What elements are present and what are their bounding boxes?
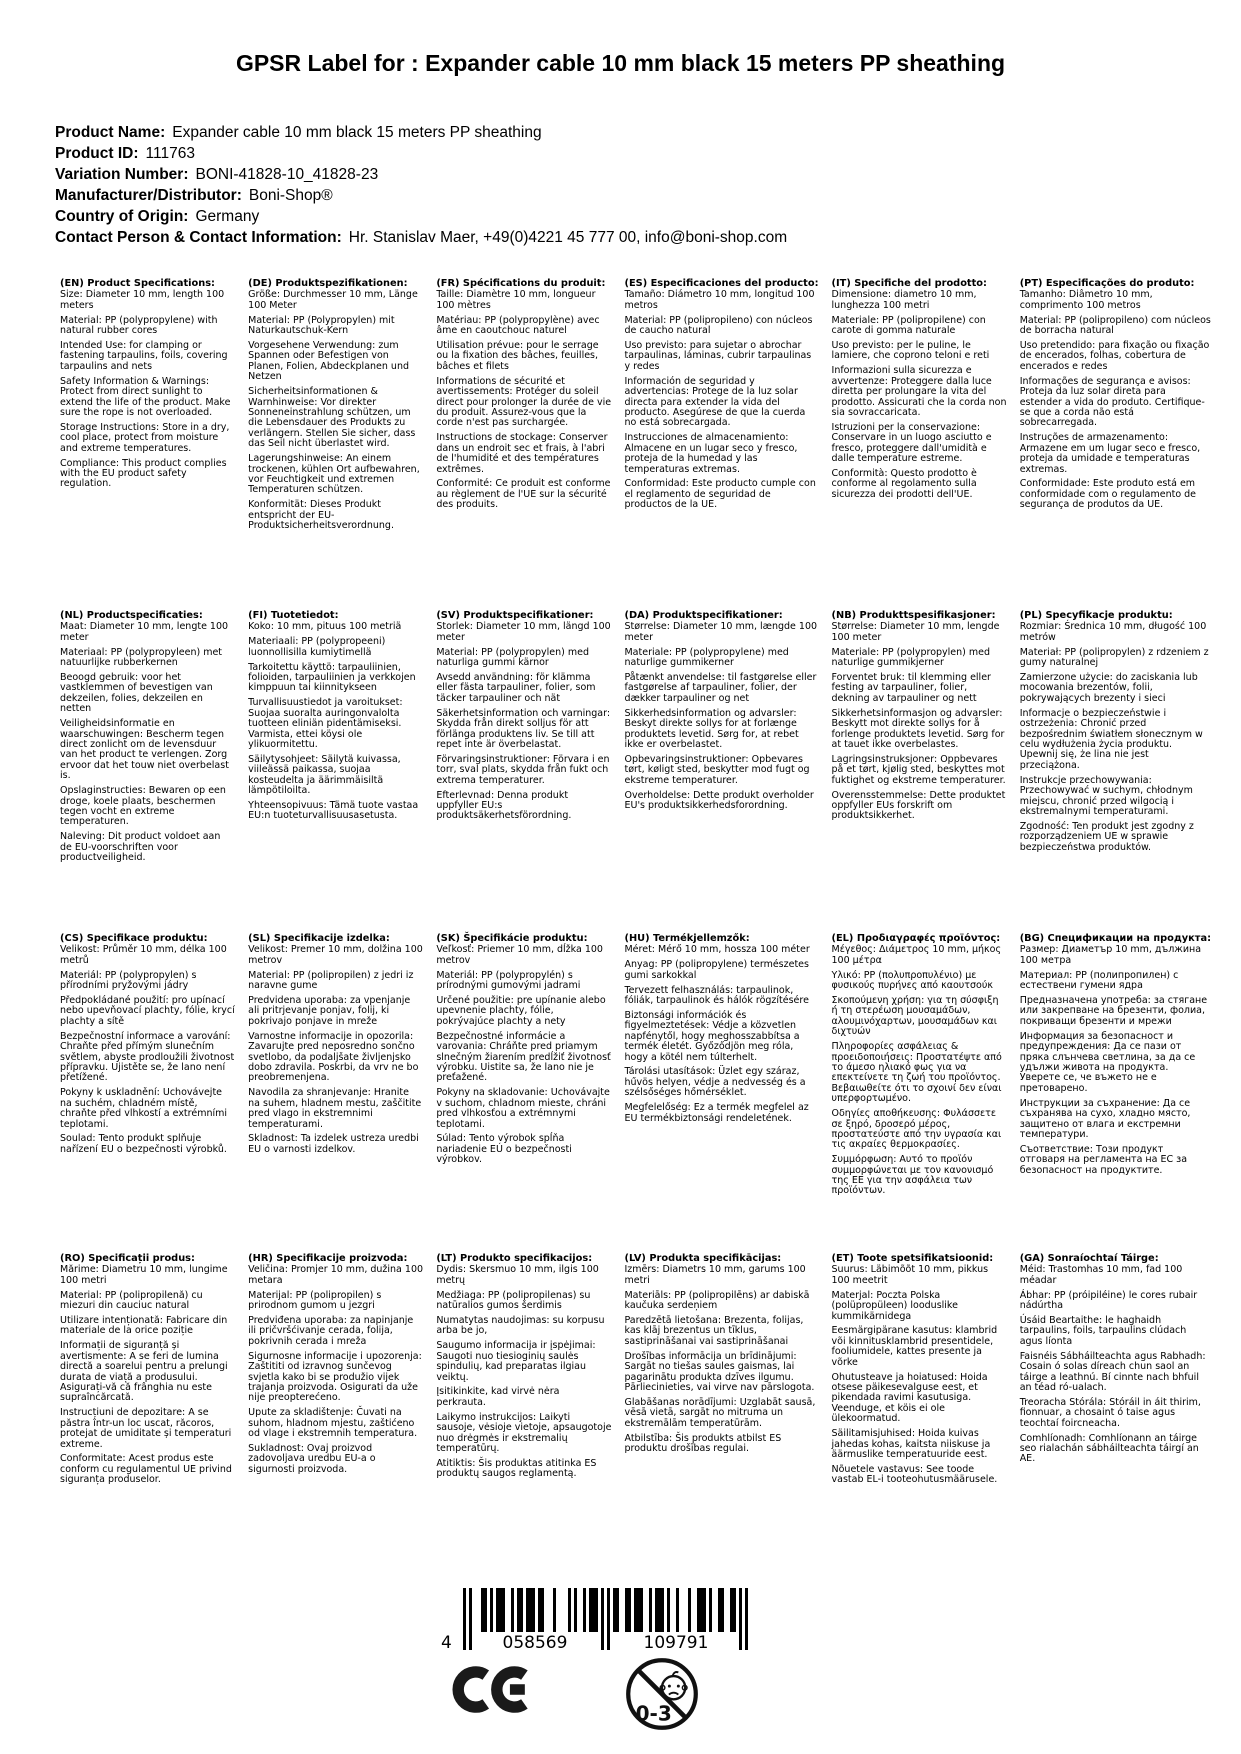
lang-block-lv <box>624 1254 818 1490</box>
lang-block-paragraph: Información de seguridad y advertencias: Protege de la luz solar directa para extender la vida del producto. Asegúrese de que la cuerda no está sobrecargada. <box>624 375 806 429</box>
ce-mark-icon <box>452 1663 538 1720</box>
lang-block-paragraph: Predviđena uporaba: za napinjanje ili pričvršćivanje cerada, folija, pokrivnih cerada i mreža <box>248 1315 414 1347</box>
lang-block-paragraph: Material: PP (polipropilenă) cu miezuri din cauciuc natural <box>60 1289 203 1312</box>
lang-block-paragraph: Upute za skladištenje: Čuvati na suhom, hladnom mjestu, zaštićeno od vlage i ekstremnih temperatura. <box>248 1407 418 1440</box>
barcode-bar <box>676 1588 679 1632</box>
lang-block-paragraph: Úsáid Beartaithe: le haghaidh tarpaulins, foils, tarpaulins clúdach agus líonta <box>1019 1315 1187 1347</box>
lang-block-paragraph: Säkerhetsinformation och varningar: Skydda från direkt solljus för att förlänga produktens liv. Se till att repet inte är överbelastat. <box>436 707 611 750</box>
lang-block-heading: (HU) Termékjellemzők: <box>624 933 750 944</box>
lang-block-heading: (SV) Produktspecifikationer: <box>436 610 594 621</box>
lang-block-paragraph: Anyag: PP (polipropylene) természetes gumi sarkokkal <box>624 959 809 981</box>
barcode-bar <box>730 1588 733 1632</box>
lang-block-pt <box>1020 279 1211 611</box>
barcode-bar <box>667 1588 670 1632</box>
lang-block-heading: (LT) Produkto specifikacijos: <box>436 1253 593 1264</box>
barcode-bar <box>511 1588 514 1632</box>
lang-block-paragraph: Faisnéis Sábháilteachta agus Rabhadh: Cosain ó solas díreach chun saol an táirge a leathnú. Bí cinnte nach bhfuil an téad ró-ualach. <box>1019 1350 1206 1393</box>
lang-block-paragraph: Numatytas naudojimas: su korpusu arba be jo, <box>436 1315 605 1337</box>
lang-block-paragraph: Naleving: Dit product voldoet aan de EU-voorschriften voor productveiligheid. <box>60 831 221 864</box>
lang-block-paragraph: Instrucciones de almacenamiento: Almacene en un lugar seco y fresco, proteja de la humedad y las temperaturas extremas. <box>624 432 798 475</box>
lang-block-paragraph: Material: PP (Polypropylen) mit Naturkautschuk-Kern <box>248 314 395 337</box>
product-info-row <box>55 143 1201 164</box>
lang-block-heading: (DE) Produktspezifikationen: <box>248 278 408 289</box>
product-info-row <box>55 164 1201 185</box>
lang-block-paragraph: Conformité: Ce produit est conforme au règlement de l'UE sur la sécurité des produits. <box>436 478 611 511</box>
lang-block-paragraph: Yhteensopivuus: Tämä tuote vastaa EU:n tuoteturvallisuusasetusta. <box>248 800 419 822</box>
lang-block-paragraph: Materiale: PP (polypropylen) med naturlige gummikjerner <box>831 646 991 669</box>
lang-block-paragraph: Οδηγίες αποθήκευσης: Φυλάσσετε σε ξηρό, δροσερό μέρος, προστατεύστε από την υγρασία και τις ακραίες θερμοκρασίες. <box>831 1108 1002 1151</box>
lang-block-paragraph: Materiál: PP (polypropylen) s přírodními pryžovými jádry <box>60 969 197 992</box>
barcode-bar <box>703 1588 706 1632</box>
lang-block-paragraph: Informații de siguranță și avertismente: A se feri de lumina directă a soarelui pentru a prelungi durata de viață a produsului. Asigurați-vă că frânghia nu este supraîncărcată. <box>60 1340 228 1404</box>
lang-block-paragraph: Súlad: Tento výrobok spĺňa nariadenie EÚ o bezpečnosti výrobkov. <box>436 1133 572 1166</box>
lang-block-heading: (LV) Produkta specifikācijas: <box>624 1253 782 1264</box>
lang-block-lt <box>436 1254 611 1490</box>
lang-block-paragraph: Koko: 10 mm, pituus 100 metriä <box>248 621 402 633</box>
lang-block-paragraph: Υλικό: PP (πολυπροπυλένιο) με φυσικούς πυρήνες από καουτσούκ <box>831 969 993 992</box>
barcode-bar <box>499 1588 502 1632</box>
lang-block-paragraph: Tamaño: Diámetro 10 mm, longitud 100 metros <box>624 289 815 311</box>
lang-block-paragraph: Suurus: Läbimõõt 10 mm, pikkus 100 meetrit <box>831 1264 989 1286</box>
lang-block-heading: (EN) Product Specifications: <box>60 278 215 289</box>
barcode-bar <box>538 1588 541 1632</box>
lang-block-paragraph: Påtænkt anvendelse: til fastgørelse eller fastgørelse af tarpauliner, folier, der dækker tarpauliner og net <box>624 672 817 704</box>
lang-block-paragraph: Informations de sécurité et avertissements: Protéger du soleil direct pour prolonger la durée de vie du produit. Assurez-vous que la corde n'est pas surchargée. <box>436 375 612 429</box>
barcode-bar <box>517 1588 520 1632</box>
lang-block-bg <box>1020 934 1211 1254</box>
lang-block-paragraph: Συμμόρφωση: Αυτό το προϊόν συμμορφώνεται με τον κανονισμό της ΕΕ για την ασφάλεια των προϊόντων. <box>831 1154 994 1197</box>
lang-block-paragraph: Informazioni sulla sicurezza e avvertenze: Proteggere dalla luce diretta per prolungare la vita del prodotto. Assicurati che la corda non sia sovraccaricata. <box>831 365 1007 418</box>
lang-block-paragraph: Størrelse: Diameter 10 mm, længde 100 meter <box>624 621 818 643</box>
lang-block-heading: (HR) Specifikacije proizvoda: <box>248 1253 408 1264</box>
lang-block-paragraph: Conformitate: Acest produs este conform cu regulamentul UE privind siguranța produselor. <box>60 1453 232 1486</box>
lang-block-paragraph: Material: PP (polypropylen) med naturliga gummi kärnor <box>436 646 589 669</box>
lang-block-paragraph: Veiligheidsinformatie en waarschuwingen: Bescherm tegen direct zonlicht om de levensduur van het product te verlengen. Zorg ervoor dat het touw niet overbelast is. <box>60 718 229 782</box>
lang-block-paragraph: Lagerungshinweise: An einem trockenen, kühlen Ort aufbewahren, vor Feuchtigkeit und extremen Temperaturen schützen. <box>248 453 420 496</box>
barcode-bar <box>613 1588 616 1632</box>
lang-block-paragraph: Įsitikinkite, kad virvė nėra perkrauta. <box>436 1386 560 1408</box>
lang-block-paragraph: Material: PP (polipropileno) com núcleos de borracha natural <box>1019 314 1211 337</box>
barcode-bar <box>745 1588 748 1650</box>
barcode-bar <box>592 1588 595 1632</box>
lang-block-paragraph: Nõuetele vastavus: See toode vastab EL-i tooteohutusmäärusele. <box>831 1463 998 1486</box>
product-info-label: Variation Number: <box>55 166 189 183</box>
lang-block-paragraph: Съответствие: Този продукт отговаря на регламента на ЕС за безопасност на продуктите. <box>1019 1143 1188 1176</box>
lang-block-paragraph: Materiaali: PP (polypropeeni) luonnollisilla kumiytimellä <box>248 636 386 658</box>
lang-block-paragraph: Материал: PP (полипропилен) с естествени гумени ядра <box>1019 969 1179 992</box>
lang-block-paragraph: Istruzioni per la conservazione: Conservare in un luogo asciutto e fresco, proteggere dall'umidità e dalle temperature estreme. <box>831 421 992 465</box>
lang-block-heading: (EL) Προδιαγραφές προϊόντος: <box>831 933 1001 944</box>
ean13-barcode <box>441 1588 748 1653</box>
lang-block-paragraph: Velikost: Průměr 10 mm, délka 100 metrů <box>60 944 227 966</box>
lang-block-paragraph: Utilisation prévue: pour le serrage ou la fixation des bâches, feuilles, bâches et filets <box>436 340 599 372</box>
page-title: GPSR Label for : Expander cable 10 mm black 15 meters PP sheathing <box>235 50 1006 76</box>
lang-block-paragraph: Materijal: PP (polipropilen) s prirodnom gumom u jezgri <box>248 1289 382 1312</box>
lang-block-hr <box>248 1254 423 1490</box>
product-info <box>55 122 1201 248</box>
barcode-bar <box>502 1588 505 1632</box>
barcode-bar <box>568 1588 571 1632</box>
barcode-bar <box>718 1588 721 1632</box>
lang-block-paragraph: Material: PP (polypropylene) with natural rubber cores <box>60 314 218 337</box>
lang-block-heading: (PT) Especificações do produto: <box>1019 278 1195 289</box>
lang-block-heading: (BG) Спецификации на продукта: <box>1019 933 1211 944</box>
lang-block-paragraph: Bezpečnostné informácie a varovania: Chráňte pred priamym slnečným žiarením predĺžiť životnosť výrobku. Uistite sa, že lano nie je preťažené. <box>436 1030 611 1084</box>
barcode-bar <box>484 1588 487 1632</box>
lang-block-heading: (SK) Špecifikácie produktu: <box>436 933 588 944</box>
barcode-bar <box>616 1588 619 1632</box>
lang-block-paragraph: Konformität: Dieses Produkt entspricht der EU-Produktsicherheitsverordnung. <box>248 499 394 532</box>
lang-block-heading: (DA) Produktspecifikationer: <box>624 610 783 621</box>
lang-block-paragraph: Storage Instructions: Store in a dry, cool place, protect from moisture and extreme temperatures. <box>60 421 230 454</box>
lang-block-paragraph: Conformidade: Este produto está em conformidade com o regulamento de segurança de produtos da UE. <box>1019 478 1197 511</box>
barcode-bar <box>640 1588 643 1632</box>
lang-block-paragraph: Matériau: PP (polypropylène) avec âme en caoutchouc naturel <box>436 314 600 337</box>
lang-block-paragraph: Soulad: Tento produkt splňuje nařízení EU o bezpečnosti výrobků. <box>60 1133 227 1155</box>
barcode-bar <box>721 1588 724 1632</box>
barcode-bar <box>700 1588 703 1632</box>
lang-block-paragraph: Materiaal: PP (polypropyleen) met natuurlijke rubberkernen <box>60 646 223 669</box>
lang-block-heading: (NB) Produkttspesifikasjoner: <box>831 610 996 621</box>
lang-block-paragraph: Instructions de stockage: Conserver dans un endroit sec et frais, à l'abri de l'humidité et des températures extrêmes. <box>436 432 608 475</box>
lang-block-de <box>248 279 423 611</box>
barcode-bar <box>661 1588 664 1632</box>
barcode-bar <box>529 1588 532 1632</box>
barcode-bar <box>583 1588 586 1632</box>
lang-block-heading: (FI) Tuotetiedot: <box>248 610 339 621</box>
barcode-bar <box>481 1588 484 1632</box>
lang-block-heading: (ES) Especificaciones del producto: <box>624 278 819 289</box>
lang-block-paragraph: Utilizare intenționată: Fabricare din materiale de la orice poziție <box>60 1315 228 1337</box>
lang-block-paragraph: Méret: Mérő 10 mm, hossza 100 méter <box>624 944 810 956</box>
lang-block-paragraph: Biztonsági információk és figyelmeztetések: Védje a közvetlen napfénytől, hogy meghosszabbítsa a termék életét. Győződjön meg róla, hogy a kötél nem túlterhelt. <box>624 1009 800 1063</box>
lang-block-paragraph: Zgodność: Ten produkt jest zgodny z rozporządzeniem UE w sprawie bezpieczeństwa produktów. <box>1019 820 1194 853</box>
lang-block-paragraph: Uso previsto: per le puline, le lamiere, che coprono teloni e reti <box>831 340 990 362</box>
lang-block-heading: (CS) Specifikace produktu: <box>60 933 208 944</box>
lang-block-paragraph: Förvaringsinstruktioner: Förvara i en torr, sval plats, skydda från fukt och extrema temperaturer. <box>436 753 610 786</box>
barcode-bar <box>628 1588 631 1632</box>
lang-block-paragraph: Conformità: Questo prodotto è conforme al regolamento sulla sicurezza dei prodotti dell'UE. <box>831 468 977 500</box>
lang-block-paragraph: Glabāšanas norādījumi: Uzglabāt sausā, vēsā vietā, sargāt no mitruma un ekstremālām temperatūrām. <box>624 1396 816 1429</box>
lang-block-it <box>832 279 1007 611</box>
lang-block-nl <box>60 611 235 934</box>
lang-block-paragraph: Velikost: Premer 10 mm, dolžina 100 metrov <box>248 944 423 966</box>
lang-block-paragraph: Sikkerhedsinformation og advarsler: Beskyt direkte sollys for at forlænge produktets levetid. Sørg for, at rebet ikke er overbelastet. <box>624 707 799 750</box>
lang-block-pl <box>1020 611 1211 934</box>
lang-block-paragraph: Forventet bruk: til klemming eller festing av tarpauliner, folier, dekning av tarpauliner og nett <box>831 672 991 704</box>
product-info-row <box>55 227 1201 248</box>
product-info-label: Contact Person & Contact Information: <box>55 229 342 246</box>
lang-block-paragraph: Paredzētā lietošana: Brezenta, folijas, kas klāj brezentus un tīklus, sastiprināšanai vai sastiprināšanai <box>624 1315 804 1347</box>
lang-block-paragraph: Größe: Durchmesser 10 mm, Länge 100 Meter <box>248 289 418 311</box>
lang-block-paragraph: Beoogd gebruik: voor het vastklemmen of bevestigen van dekzeilen, folies, dekzeilen en netten <box>60 672 213 715</box>
lang-block-paragraph: Overholdelse: Dette produkt overholder EU's produktsikkerhedsforordning. <box>624 789 814 811</box>
lang-block-paragraph: Drošības informācija un brīdinājumi: Sargāt no tiešas saules gaismas, lai pagarinātu produkta dzīves ilgumu. Pārliecinieties, vai virve nav pārslogota. <box>624 1350 815 1393</box>
lang-block-paragraph: Μέγεθος: Διάμετρος 10 mm, μήκος 100 μέτρα <box>831 944 1002 966</box>
lang-block-paragraph: Σκοπούμενη χρήση: για τη σύσφιξη ή τη στερέωση μουσαμάδων, αλουμινόχαρτων, μουσαμάδων και διχτυών <box>831 995 999 1038</box>
lang-block-paragraph: Materjal: Poczta Polska (polüpropüleen) looduslike kummikärnidega <box>831 1289 958 1322</box>
lang-block-paragraph: Avsedd användning: för klämma eller fästa tarpauliner, folier, som täcker tarpauliner och nät <box>436 672 596 704</box>
lang-block-paragraph: Bezpečnostní informace a varování: Chraňte před přímým slunečním světlem, abyste prodloužili životnost přípravku. Ujistěte se, že lano není přetížené. <box>60 1030 235 1084</box>
lang-block-paragraph: Instrucțiuni de depozitare: A se păstra într-un loc uscat, răcoros, protejat de umiditate și temperaturi extreme. <box>60 1407 232 1450</box>
barcode-bar <box>595 1588 598 1632</box>
lang-block-nb <box>832 611 1007 934</box>
lang-block-cs <box>60 934 235 1254</box>
baby-face-icon <box>660 1672 687 1699</box>
barcode-bar <box>634 1588 637 1632</box>
lang-block-paragraph: Opslaginstructies: Bewaren op een droge, koele plaats, beschermen tegen vocht en extreme temperaturen. <box>60 785 226 828</box>
barcode-bar <box>496 1588 499 1632</box>
lang-block-paragraph: Varnostne informacije in opozorila: Zavarujte pred neposredno sončno svetlobo, da podaljšate življenjsko dobo zdravila. Poskrbi, da vrv ne bo preobremenjena. <box>248 1030 419 1084</box>
barcode-left-digits: 058569 <box>502 1633 568 1653</box>
lang-block-paragraph: Πληροφορίες ασφάλειας & προειδοποιήσεις: Προστατέψτε από το άμεσο ηλιακό φως για να επεκτείνετε τη ζωή του προϊόντος. Βεβαιωθείτε ότι το σχοινί δεν είναι υπερφορτωμένο. <box>831 1041 1002 1105</box>
barcode-first-digit: 4 <box>441 1633 452 1653</box>
lang-block-paragraph: Compliance: This product complies with the EU product safety regulation. <box>60 457 227 490</box>
lang-block-paragraph: Zamierzone użycie: do zaciskania lub mocowania brezentów, folii, pokrywających brezenty i sieci <box>1019 672 1198 704</box>
lang-block-ga <box>1020 1254 1211 1490</box>
product-info-value: Boni-Shop® <box>248 187 333 204</box>
lang-block-paragraph: Size: Diameter 10 mm, length 100 meters <box>60 289 225 311</box>
barcode-bar <box>637 1588 640 1632</box>
product-info-label: Product ID: <box>55 145 139 162</box>
lang-block-paragraph: Lagringsinstruksjoner: Oppbevares på et tørt, kjølig sted, beskyttes mot fuktighet og ekstreme temperaturer. <box>831 753 1006 786</box>
lang-block-heading: (GA) Sonraíochtaí Táirge: <box>1019 1253 1159 1264</box>
lang-block-paragraph: Tervezett felhasználás: tarpaulinok, fóliák, tarpaulinok és hálók rögzítésére <box>624 984 809 1007</box>
lang-block-paragraph: Materiał: PP (polipropylen) z rdzeniem z gumy naturalnej <box>1019 646 1209 669</box>
lang-block-paragraph: Storlek: Diameter 10 mm, längd 100 meter <box>436 621 611 643</box>
barcode-bar <box>733 1588 736 1632</box>
lang-block-paragraph: Atbilstība: Šis produkts atbilst ES produktu drošības regulai. <box>624 1432 782 1454</box>
lang-block-paragraph: Информация за безопасност и предупреждения: Да се пази от пряка слънчева светлина, за да се удължи живота на продукта. Уверете се, че въжето не е претоварено. <box>1019 1030 1196 1094</box>
lang-block-paragraph: Maat: Diameter 10 mm, lengte 100 meter <box>60 621 229 643</box>
lang-block-heading: (NL) Productspecificaties: <box>60 610 203 621</box>
lang-block-paragraph: Størrelse: Diameter 10 mm, lengde 100 meter <box>831 621 1000 643</box>
lang-block-paragraph: Intended Use: for clamping or fastening tarpaulins, foils, covering tarpaulins and nets <box>60 340 228 372</box>
barcode-bar <box>490 1588 493 1632</box>
lang-block-paragraph: Sikkerhetsinformasjon og advarsler: Beskytt mot direkte sollys for å forlenge produktets levetid. Sørg for at tauet ikke overbelastes. <box>831 707 1005 750</box>
barcode-bar <box>553 1588 556 1632</box>
lang-block-paragraph: Tárolási utasítások: Üzlet egy száraz, hűvös helyen, védje a nedvesség és a szélsőséges hőmérséklet. <box>624 1066 806 1099</box>
lang-block-paragraph: Medžiaga: PP (polipropilenas) su natūralios gumos šerdimis <box>436 1289 591 1312</box>
barcode-bar <box>649 1588 652 1632</box>
lang-block-paragraph: Taille: Diamètre 10 mm, longueur 100 mètres <box>436 289 596 311</box>
lang-block-paragraph: Megfelelőség: Ez a termék megfelel az EU termékbiztonsági rendeletének. <box>624 1102 809 1124</box>
lang-block-paragraph: Opbevaringsinstruktioner: Opbevares tørt, køligt sted, beskytter mod fugt og ekstreme temperaturer. <box>624 753 810 786</box>
barcode-bar <box>532 1588 535 1632</box>
lang-block-paragraph: Informações de segurança e avisos: Proteja da luz solar direta para estender a vida do produto. Certifique-se que a corda não está sobrecarregada. <box>1019 375 1205 429</box>
age-warning-icon <box>624 1656 700 1736</box>
barcode-bar <box>688 1588 691 1632</box>
lang-block-el <box>832 934 1007 1254</box>
barcode-bar <box>574 1588 577 1632</box>
language-grid <box>60 279 1211 1490</box>
lang-block-paragraph: Predvidena uporaba: za vpenjanje ali pritrjevanje ponjav, folij, ki pokrivajo ponjave in mreže <box>248 995 411 1027</box>
lang-block-heading: (SL) Specifikacije izdelka: <box>248 933 390 944</box>
lang-block-paragraph: Méid: Trastomhas 10 mm, fad 100 méadar <box>1019 1264 1183 1286</box>
lang-block-fr <box>436 279 611 611</box>
barcode-bar <box>607 1588 610 1650</box>
lang-block-paragraph: Uso previsto: para sujetar o abrochar tarpaulinas, láminas, cubrir tarpaulinas y redes <box>624 340 812 372</box>
lang-block-heading: (ET) Toote spetsifikatsioonid: <box>831 1253 994 1264</box>
lang-block-paragraph: Pokyny k uskladnění: Uchovávejte na suchém, chladném místě, chraňte před vlhkostí a extrémními teplotami. <box>60 1087 228 1130</box>
lang-block-paragraph: Overensstemmelse: Dette produktet oppfyller EUs forskrift om produktsikkerhet. <box>831 789 1006 822</box>
lang-block-paragraph: Materiale: PP (polypropylene) med naturlige gummikerner <box>624 646 789 669</box>
lang-block-paragraph: Materiál: PP (polypropylén) s prírodnými gumovými jadrami <box>436 969 581 992</box>
product-info-label: Product Name: <box>55 124 166 141</box>
lang-block-heading: (FR) Spécifications du produit: <box>436 278 606 289</box>
lang-block-da <box>624 611 818 934</box>
barcode-bar <box>463 1588 466 1650</box>
product-info-row <box>55 206 1201 227</box>
lang-block-paragraph: Instruções de armazenamento: Armazene em um lugar seco e fresco, proteja da umidade e temperaturas extremas. <box>1019 432 1201 475</box>
lang-block-heading: (PL) Specyfikacje produktu: <box>1019 610 1173 621</box>
barcode-bar <box>589 1588 592 1632</box>
lang-block-paragraph: Säilytysohjeet: Säilytä kuivassa, viileässä paikassa, suojaa kosteudelta ja äärimmäisiltä lämpötiloilta. <box>248 753 401 797</box>
lang-block-paragraph: Sukladnost: Ovaj proizvod zadovoljava uredbu EU-a o sigurnosti proizvoda. <box>248 1443 376 1475</box>
lang-block-paragraph: Sicherheitsinformationen & Warnhinweise: Vor direkter Sonneneinstrahlung schützen, um die Lebensdauer des Produkts zu verlängern. Stellen Sie sicher, dass das Seil nicht überlastet wird. <box>248 386 416 450</box>
product-info-value: Germany <box>195 208 260 225</box>
lang-block-paragraph: Navodila za shranjevanje: Hranite na suhem, hladnem mestu, zaščitite pred vlago in ekstremnimi temperaturami. <box>248 1087 422 1130</box>
lang-block-paragraph: Ábhar: PP (próipiléine) le cores rubair nádúrtha <box>1019 1289 1198 1312</box>
product-info-value: Hr. Stanislav Maer, +49(0)4221 45 777 00, info@boni-shop.com <box>348 229 788 246</box>
lang-block-paragraph: Vorgesehene Verwendung: zum Spannen oder Befestigen von Planen, Folien, Abdeckplanen und Netzen <box>248 340 409 383</box>
lang-block-paragraph: Efterlevnad: Denna produkt uppfyller EU:s produktsäkerhetsförordning. <box>436 789 572 822</box>
lang-block-paragraph: Инструкции за съхранение: Да се съхранява на сухо, хладно място, защитено от влага и екстремни температури. <box>1019 1097 1191 1140</box>
lang-block-paragraph: Rozmiar: Średnica 10 mm, długość 100 metrów <box>1019 621 1207 643</box>
lang-block-paragraph: Veľkosť: Priemer 10 mm, dĺžka 100 metrov <box>436 944 603 966</box>
lang-block-et <box>832 1254 1007 1490</box>
lang-block-paragraph: Skladnost: Ta izdelek ustreza uredbi EU o varnosti izdelkov. <box>248 1133 419 1155</box>
lang-block-paragraph: Mărime: Diametru 10 mm, lungime 100 metri <box>60 1264 228 1286</box>
lang-block-paragraph: Safety Information & Warnings: Protect from direct sunlight to extend the life of the product. Make sure the rope is not overloaded. <box>60 375 231 418</box>
lang-block-sl <box>248 934 423 1254</box>
barcode-bar <box>526 1588 529 1632</box>
lang-block-paragraph: Размер: Диаметър 10 mm, дължина 100 метра <box>1019 944 1202 966</box>
lang-block-en <box>60 279 235 611</box>
lang-block-paragraph: Instrukcje przechowywania: Przechowywać w suchym, chłodnym miejscu, chronić przed wilgocią i ekstremalnymi temperaturami. <box>1019 774 1193 817</box>
lang-block-paragraph: Предназначена употреба: за стягане или закрепване на брезенти, фолиа, покриващи брезенти и мрежи <box>1019 995 1208 1027</box>
lang-block-es <box>624 279 818 611</box>
lang-block-paragraph: Tamanho: Diâmetro 10 mm, comprimento 100 metros <box>1019 289 1153 311</box>
lang-block-paragraph: Dydis: Skersmuo 10 mm, ilgis 100 metrų <box>436 1264 599 1286</box>
lang-block-paragraph: Turvallisuustiedot ja varoitukset: Suojaa suoralta auringonvalolta tuotteen eliniän pidentämiseksi. Varmista, ettei köysi ole ylikuormitettu. <box>248 697 403 750</box>
barcode-bar <box>541 1588 544 1632</box>
product-info-value: BONI-41828-10_41828-23 <box>195 166 379 183</box>
barcode-bar <box>520 1588 523 1632</box>
lang-block-paragraph: Uso pretendido: para fixação ou fixação de encerados, folhas, cobertura de encerados e redes <box>1019 340 1210 372</box>
lang-block-paragraph: Izmērs: Diametrs 10 mm, garums 100 metri <box>624 1264 806 1286</box>
product-info-value: 111763 <box>145 145 195 162</box>
lang-block-paragraph: Saugumo informacija ir įspėjimai: Saugoti nuo tiesioginių saulės spindulių, kad preparatas ilgiau veiktų. <box>436 1340 596 1383</box>
product-info-row <box>55 122 1201 143</box>
lang-block-paragraph: Pokyny na skladovanie: Uchovávajte v suchom, chladnom mieste, chráni pred vlhkosťou a extrémnymi teplotami. <box>436 1087 610 1130</box>
lang-block-paragraph: Tarkoitettu käyttö: tarpauliinien, folioiden, tarpauliinien ja verkkojen kimppuun tai kiinnitykseen <box>248 661 416 694</box>
lang-block-paragraph: Eesmärgipärane kasutus: klambrid või kinnitusklambrid presentidele, fooliumidele, kattes presente ja võrke <box>831 1325 998 1368</box>
lang-block-fi <box>248 611 423 934</box>
barcode-bar <box>739 1588 742 1650</box>
lang-block-paragraph: Comhlíonadh: Comhlíonann an táirge seo rialachán sábháilteachta táirgí an AE. <box>1019 1432 1199 1465</box>
product-info-value: Expander cable 10 mm black 15 meters PP sheathing <box>172 124 542 141</box>
lang-block-paragraph: Material: PP (polipropileno) con núcleos de caucho natural <box>624 314 813 337</box>
lang-block-paragraph: Laikymo instrukcijos: Laikyti sausoje, vėsioje vietoje, apsaugotoje nuo drėgmės ir ekstremalių temperatūrų. <box>436 1411 612 1454</box>
barcode-right-digits: 109791 <box>643 1633 709 1653</box>
barcode-bar <box>625 1588 628 1632</box>
lang-block-sv <box>436 611 611 934</box>
age-warning-label: 0-3 <box>635 1701 672 1726</box>
lang-block-paragraph: Treoracha Stórála: Stóráil in áit thirim, fionnuar, a chosaint ó taise agus teochtaí foircneacha. <box>1019 1396 1201 1429</box>
lang-block-paragraph: Informacje o bezpieczeństwie i ostrzeżenia: Chronić przed bezpośrednim światłem słonecznym w celu wydłużenia życia produktu. Upewnij się, że lina nie jest przeciążona. <box>1019 707 1203 771</box>
lang-block-ro <box>60 1254 235 1490</box>
lang-block-heading: (IT) Specifiche del prodotto: <box>831 278 987 289</box>
lang-block-paragraph: Säilitamisjuhised: Hoida kuivas jahedas kohas, kaitsta niiskuse ja äärmuslike temperatuuride eest. <box>831 1428 991 1460</box>
lang-block-sk <box>436 934 611 1254</box>
lang-block-paragraph: Ohutusteave ja hoiatused: Hoida otsese päikesevalguse eest, et pikendada ravimi kasutusiga. Veenduge, et köis ei ole ülekoormatud. <box>831 1371 988 1425</box>
product-info-label: Manufacturer/Distributor: <box>55 187 242 204</box>
lang-block-paragraph: Materiāls: PP (polipropilēns) ar dabiskā kaučuka serdeņiem <box>624 1289 810 1312</box>
barcode-bar <box>709 1588 712 1632</box>
lang-block-paragraph: Atitiktis: Šis produktas atitinka ES produktų saugos reglamentą. <box>436 1457 597 1480</box>
barcode-bar <box>601 1588 604 1650</box>
lang-block-paragraph: Conformidad: Este producto cumple con el reglamento de seguridad de productos de la UE. <box>624 478 816 511</box>
product-info-label: Country of Origin: <box>55 208 189 225</box>
lang-block-heading: (RO) Specificații produs: <box>60 1253 195 1264</box>
barcode-bar <box>655 1588 658 1632</box>
lang-block-paragraph: Dimensione: diametro 10 mm, lunghezza 100 metri <box>831 289 977 311</box>
barcode-bar <box>658 1588 661 1632</box>
lang-block-paragraph: Sigurnosne informacije i upozorenja: Zaštititi od izravnog sunčevog svjetla kako bi se produžio vijek trajanja proizvoda. Osigurati da uže nije preopterećeno. <box>248 1350 422 1404</box>
lang-block-hu <box>624 934 818 1254</box>
product-info-row <box>55 185 1201 206</box>
lang-block-paragraph: Předpokládané použití: pro upínací nebo upevňovací plachty, fólie, krycí plachty a sítě <box>60 995 235 1027</box>
lang-block-paragraph: Veličina: Promjer 10 mm, dužina 100 metara <box>248 1264 424 1286</box>
lang-block-paragraph: Material: PP (polipropilen) z jedri iz naravne gume <box>248 969 414 992</box>
lang-block-paragraph: Určené použitie: pre upínanie alebo upevnenie plachty, fólie, pokrývajúce plachty a nety <box>436 995 606 1027</box>
barcode-bar <box>697 1588 700 1632</box>
lang-block-paragraph: Materiale: PP (polipropilene) con carote di gomma naturale <box>831 314 986 337</box>
